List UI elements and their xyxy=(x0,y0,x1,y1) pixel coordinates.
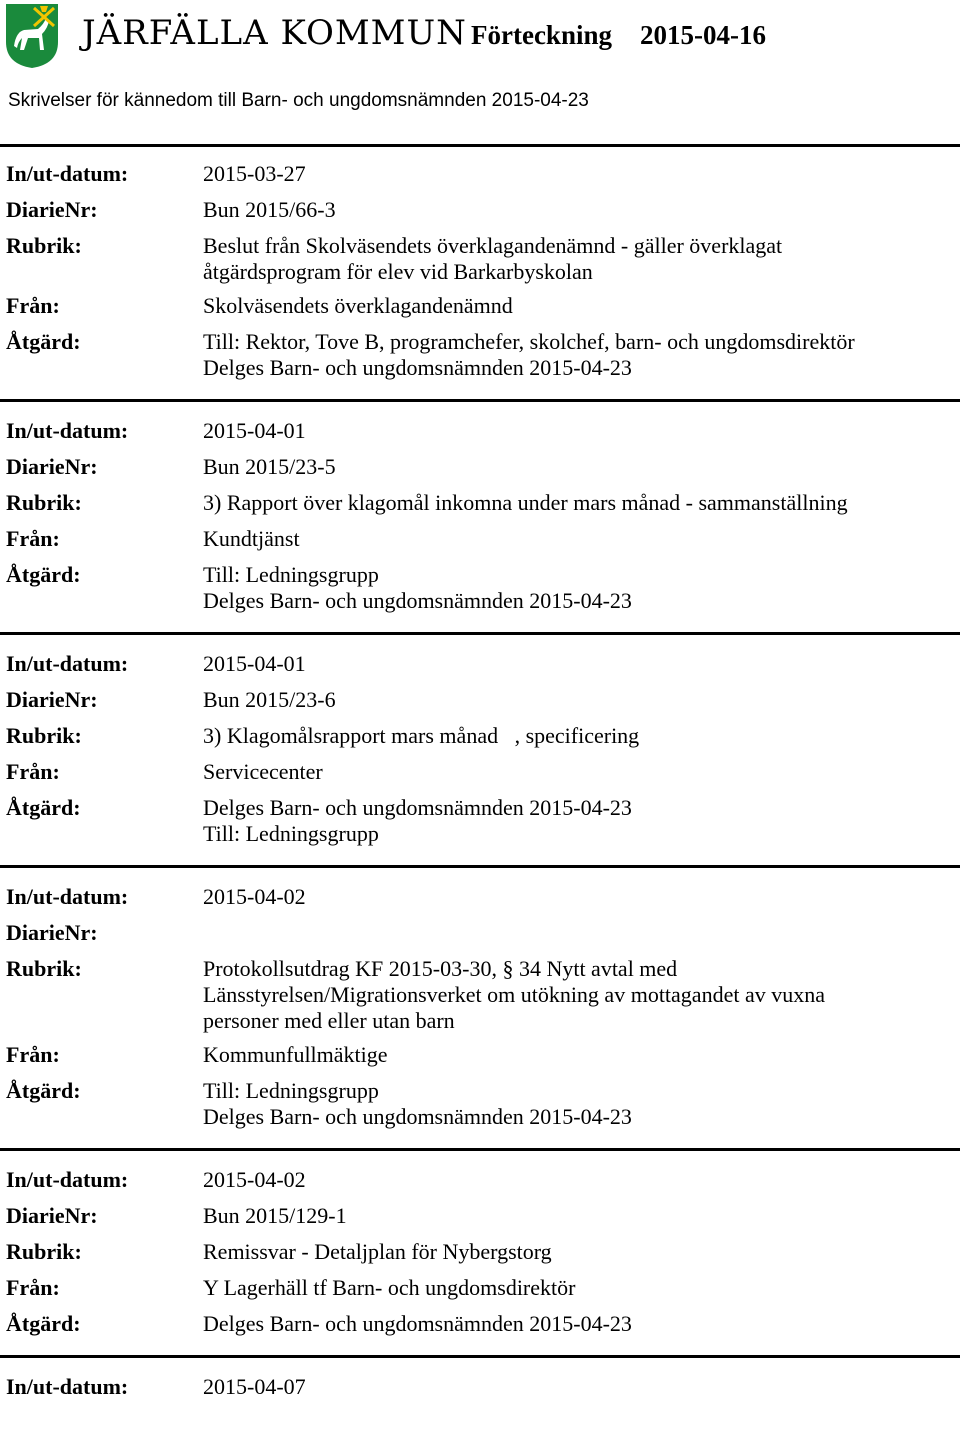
fran-label: Från: xyxy=(6,526,60,551)
entry-list xyxy=(0,161,960,1400)
header-divider xyxy=(0,144,960,147)
date-value: 2015-03-27 xyxy=(203,161,306,186)
atgard-line: Delges Barn- och ungdomsnämnden 2015-04-23 xyxy=(203,355,632,380)
atgard-row xyxy=(0,795,960,847)
diarie-row xyxy=(0,1203,960,1229)
atgard-value xyxy=(203,562,960,614)
date-value: 2015-04-01 xyxy=(203,651,306,676)
municipality-crest-logo xyxy=(4,2,60,70)
diarie-row xyxy=(0,687,960,713)
atgard-value xyxy=(203,1078,960,1130)
diarie-value: Bun 2015/66-3 xyxy=(203,197,336,222)
rubrik-line: 3) Rapport över klagomål inkomna under mars månad - sammanställning xyxy=(203,490,848,515)
diarie-label: DiarieNr: xyxy=(6,197,98,222)
atgard-line: Delges Barn- och ungdomsnämnden 2015-04-23 xyxy=(203,795,632,820)
entry-divider xyxy=(0,632,960,635)
atgard-row xyxy=(0,1078,960,1130)
fran-value: Servicecenter xyxy=(203,759,323,784)
fran-row xyxy=(0,526,960,552)
date-label: In/ut-datum: xyxy=(6,651,129,676)
list-item xyxy=(0,1167,960,1358)
date-value: 2015-04-02 xyxy=(203,884,306,909)
atgard-line: Till: Ledningsgrupp xyxy=(203,562,379,587)
list-item xyxy=(0,161,960,402)
fran-row xyxy=(0,1042,960,1068)
diarie-label: DiarieNr: xyxy=(6,920,98,945)
date-row xyxy=(0,1167,960,1193)
date-row xyxy=(0,651,960,677)
date-label: In/ut-datum: xyxy=(6,418,129,443)
fran-label: Från: xyxy=(6,1275,60,1300)
fran-value: Skolväsendets överklagandenämnd xyxy=(203,293,513,318)
rubrik-value xyxy=(203,490,960,516)
atgard-label: Åtgärd: xyxy=(6,562,81,587)
list-item xyxy=(0,418,960,635)
rubrik-line: Protokollsutdrag KF 2015-03-30, § 34 Nytt avtal med xyxy=(203,956,678,981)
rubrik-row xyxy=(0,1239,960,1265)
atgard-line: Delges Barn- och ungdomsnämnden 2015-04-23 xyxy=(203,1104,632,1129)
document-type: Förteckning xyxy=(471,20,612,50)
entry-divider xyxy=(0,1355,960,1358)
atgard-label: Åtgärd: xyxy=(6,1078,81,1103)
atgard-line: Delges Barn- och ungdomsnämnden 2015-04-23 xyxy=(203,588,632,613)
atgard-line: Delges Barn- och ungdomsnämnden 2015-04-23 xyxy=(203,1311,632,1336)
rubrik-label: Rubrik: xyxy=(6,1239,82,1264)
fran-label: Från: xyxy=(6,759,60,784)
diarie-value xyxy=(203,920,960,946)
diarie-label: DiarieNr: xyxy=(6,687,98,712)
fran-value: Kommunfullmäktige xyxy=(203,1042,388,1067)
atgard-value xyxy=(203,795,960,847)
diarie-value: Bun 2015/23-6 xyxy=(203,687,336,712)
rubrik-line: Beslut från Skolväsendets överklagandenämnd - gäller överklagat xyxy=(203,233,783,258)
date-row xyxy=(0,1374,960,1400)
atgard-value xyxy=(203,329,960,381)
atgard-label: Åtgärd: xyxy=(6,329,81,354)
diarie-row xyxy=(0,454,960,480)
atgard-line: Till: Ledningsgrupp xyxy=(203,1078,379,1103)
list-item xyxy=(0,884,960,1151)
atgard-line: Till: Ledningsgrupp xyxy=(203,821,379,846)
rubrik-line: Länsstyrelsen/Migrationsverket om utökning av mottagandet av vuxna xyxy=(203,982,825,1007)
rubrik-line: 3) Klagomålsrapport mars månad , specificering xyxy=(203,723,640,748)
fran-label: Från: xyxy=(6,1042,60,1067)
entry-divider xyxy=(0,865,960,868)
rubrik-row xyxy=(0,490,960,516)
diarie-value: Bun 2015/23-5 xyxy=(203,454,336,479)
date-label: In/ut-datum: xyxy=(6,884,129,909)
rubrik-label: Rubrik: xyxy=(6,233,82,258)
list-item xyxy=(0,651,960,868)
page-header xyxy=(0,0,960,74)
rubrik-value xyxy=(203,956,960,1034)
fran-row xyxy=(0,293,960,319)
brand-name: JÄRFÄLLA KOMMUN xyxy=(82,13,467,53)
entry-divider xyxy=(0,1148,960,1151)
diarie-row xyxy=(0,197,960,223)
entry-divider xyxy=(0,399,960,402)
diarie-value: Bun 2015/129-1 xyxy=(203,1203,347,1228)
fran-label: Från: xyxy=(6,293,60,318)
rubrik-value xyxy=(203,723,960,749)
rubrik-line: Remissvar - Detaljplan för Nybergstorg xyxy=(203,1239,552,1264)
list-item xyxy=(0,1374,960,1400)
rubrik-value xyxy=(203,1239,960,1265)
atgard-row xyxy=(0,329,960,381)
date-label: In/ut-datum: xyxy=(6,1167,129,1192)
rubrik-line: åtgärdsprogram för elev vid Barkarbyskolan xyxy=(203,259,593,284)
rubrik-label: Rubrik: xyxy=(6,956,82,981)
date-row xyxy=(0,161,960,187)
rubrik-row xyxy=(0,233,960,285)
fran-row xyxy=(0,1275,960,1301)
atgard-row xyxy=(0,562,960,614)
fran-row xyxy=(0,759,960,785)
date-label: In/ut-datum: xyxy=(6,1374,129,1399)
diarie-row xyxy=(0,920,960,946)
atgard-value xyxy=(203,1311,960,1337)
rubrik-row xyxy=(0,956,960,1034)
document-date: 2015-04-16 xyxy=(640,20,766,50)
rubrik-row xyxy=(0,723,960,749)
diarie-label: DiarieNr: xyxy=(6,1203,98,1228)
rubrik-label: Rubrik: xyxy=(6,723,82,748)
atgard-label: Åtgärd: xyxy=(6,795,81,820)
date-value: 2015-04-07 xyxy=(203,1374,306,1399)
date-label: In/ut-datum: xyxy=(6,161,129,186)
document-subtitle: Skrivelser för kännedom till Barn- och ungdomsnämnden 2015-04-23 xyxy=(8,90,589,111)
rubrik-value xyxy=(203,233,960,285)
fran-value: Y Lagerhäll tf Barn- och ungdomsdirektör xyxy=(203,1275,576,1300)
date-row xyxy=(0,884,960,910)
atgard-label: Åtgärd: xyxy=(6,1311,81,1336)
date-value: 2015-04-01 xyxy=(203,418,306,443)
date-value: 2015-04-02 xyxy=(203,1167,306,1192)
diarie-label: DiarieNr: xyxy=(6,454,98,479)
atgard-row xyxy=(0,1311,960,1337)
atgard-line: Till: Rektor, Tove B, programchefer, skolchef, barn- och ungdomsdirektör xyxy=(203,329,855,354)
fran-value: Kundtjänst xyxy=(203,526,300,551)
rubrik-label: Rubrik: xyxy=(6,490,82,515)
date-row xyxy=(0,418,960,444)
rubrik-line: personer med eller utan barn xyxy=(203,1008,455,1033)
